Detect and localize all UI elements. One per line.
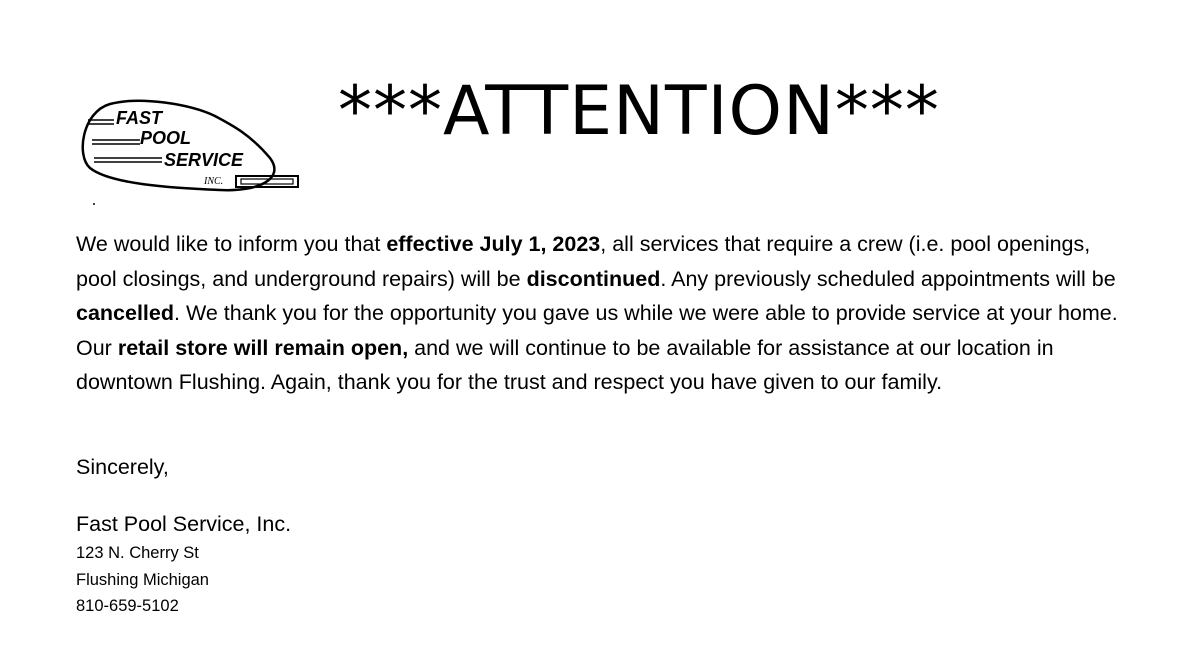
notice-paragraph <box>76 227 1126 400</box>
notice-text-4: . We thank you for the opportunity you gave us while we were able to provide service at your home. Our <box>76 301 1118 360</box>
notice-text-5: and we will continue to be available for assistance at our location in downtown Flushing. Again, thank you for the trust and respect you have given to our family. <box>76 335 1054 394</box>
logo-line-pool: POOL <box>140 128 192 148</box>
signature-street: 123 N. Cherry St <box>76 544 199 562</box>
logo-line-service: SERVICE <box>164 150 244 170</box>
notice-text-2: , all services that require a crew (i.e. pool openings, pool closings, and underground repairs) will be <box>76 232 1091 291</box>
pool-logo-icon <box>80 98 304 194</box>
notice-text-3: . Any previously scheduled appointments will be <box>660 266 1116 291</box>
signature-city: Flushing Michigan <box>76 571 209 589</box>
logo-line-fast: FAST <box>116 108 163 128</box>
speck-mark <box>93 203 95 205</box>
notice-cancelled: cancelled <box>76 301 174 325</box>
notice-effective-date: effective July 1, 2023 <box>386 232 601 256</box>
notice-discontinued: discontinued <box>526 266 661 291</box>
notice-text-1: We would like to inform you that <box>76 232 387 256</box>
signature-phone: 810-659-5102 <box>76 597 179 615</box>
logo-line-inc: INC. <box>204 176 224 187</box>
notice-retail-open: retail store will remain open, <box>117 335 409 360</box>
attention-heading: ***ATTENTION*** <box>338 72 940 151</box>
closing-salutation: Sincerely, <box>76 455 169 479</box>
signature-company: Fast Pool Service, Inc. <box>76 512 292 536</box>
company-logo <box>80 98 304 194</box>
